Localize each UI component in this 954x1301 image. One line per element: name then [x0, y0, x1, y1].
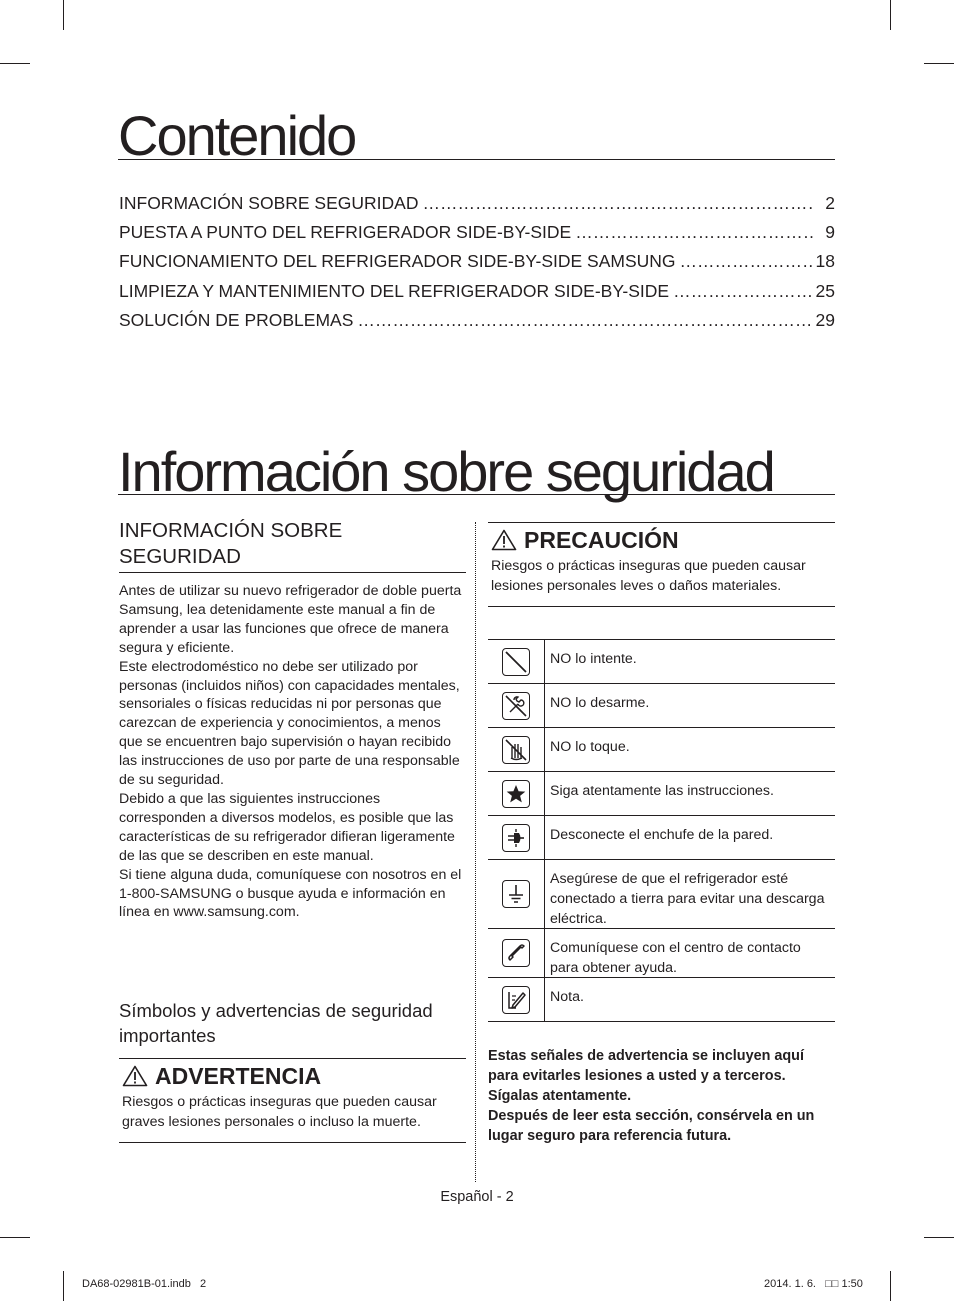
closing-note-line: Estas señales de advertencia se incluyen aquí para evitarles lesiones a usted y a terceros. Sígalas atentamente. [488, 1048, 804, 1104]
toc-entry-page: 2 [825, 193, 835, 213]
symbols-heading: Símbolos y advertencias de seguridad importantes [119, 1000, 433, 1046]
toc-entry-page: 25 [815, 280, 835, 301]
crop-mark [924, 1237, 954, 1238]
star-icon [502, 780, 530, 808]
table-row [488, 684, 835, 728]
toc-entry[interactable] [119, 220, 835, 249]
toc-entry-page: 18 [815, 251, 835, 272]
symbol-description: NO lo toque. [550, 739, 630, 755]
no-touch-icon [502, 736, 530, 764]
warning-triangle-icon [491, 529, 517, 551]
warning-text: Riesgos o prácticas inseguras que pueden causar graves lesiones personales o incluso la muerte. [122, 1094, 437, 1130]
toc-entry-label: INFORMACIÓN SOBRE SEGURIDAD [119, 193, 419, 213]
ground-icon [502, 880, 530, 908]
symbol-description: Nota. [550, 989, 584, 1005]
unplug-icon [502, 824, 530, 852]
symbol-description: NO lo desarme. [550, 695, 650, 711]
print-date-slug: 2014. 1. 6. □□ 1:50 [764, 1278, 863, 1290]
table-row [488, 640, 835, 684]
toc-leader-dots [575, 220, 813, 244]
crop-mark [0, 1237, 30, 1238]
caution-text: Riesgos o prácticas inseguras que pueden causar lesiones personales leves o daños materiales. [491, 558, 806, 594]
table-row [488, 860, 835, 929]
crop-mark [890, 1271, 891, 1301]
symbol-description: Comuníquese con el centro de contacto para obtener ayuda. [550, 940, 801, 976]
symbol-description: Desconecte el enchufe de la pared. [550, 827, 774, 843]
toc-leader-dots [680, 249, 812, 273]
table-row [488, 772, 835, 816]
symbols-table [488, 639, 835, 1022]
symbol-description: Siga atentamente las instrucciones. [550, 783, 774, 799]
no-disassemble-icon [502, 692, 530, 720]
safety-intro [119, 582, 466, 922]
warning-box [119, 1058, 466, 1143]
table-of-contents [119, 191, 835, 337]
phone-icon [502, 939, 530, 967]
toc-entry-page: 9 [825, 222, 835, 243]
intro-paragraph: Este electrodoméstico no debe ser utilizado por personas (incluidos niños) con capacidades mentales, sensoriales o físicas reducidas ni por personas que carezcan de experiencia y conocimientos, a menos que se encuentren bajo supervisión o hayan recibido las instrucciones de uso por parte de una responsable de su seguridad. [119, 658, 460, 789]
crop-mark [0, 63, 30, 64]
toc-entry[interactable] [119, 308, 835, 337]
closing-note-line: Después de leer esta sección, consérvela en un lugar seguro para referencia futura. [488, 1108, 815, 1144]
crop-mark [924, 63, 954, 64]
contents-heading: Contenido [118, 106, 835, 160]
intro-paragraph: Antes de utilizar su nuevo refrigerador de doble puerta Samsung, lea detenidamente este manual a fin de aprender a usar las funciones que ofrece de manera segura y eficiente. [119, 583, 462, 656]
toc-leader-dots [673, 279, 811, 303]
table-row [488, 929, 835, 978]
toc-entry-page: 29 [815, 309, 835, 330]
note-icon [502, 986, 530, 1014]
table-row [488, 728, 835, 772]
toc-entry[interactable] [119, 249, 835, 278]
toc-entry[interactable] [119, 279, 835, 308]
safety-section-title: INFORMACIÓN SOBRE SEGURIDAD [119, 518, 466, 573]
crop-mark [63, 0, 64, 30]
intro-paragraph: Debido a que las siguientes instrucciones corresponden a diversos modelos, es posible que las características de su refrigerador difieran ligeramente de las que se describen en este manual. [119, 790, 455, 864]
symbol-description: Asegúrese de que el refrigerador esté conectado a tierra para evitar una descarga eléctrica. [550, 871, 825, 927]
crop-mark [890, 0, 891, 30]
safety-heading: Información sobre seguridad [118, 442, 835, 495]
toc-entry-label: SOLUCIÓN DE PROBLEMAS [119, 309, 354, 330]
warning-title: ADVERTENCIA [155, 1063, 322, 1089]
closing-note [488, 1046, 838, 1146]
intro-paragraph: Si tiene alguna duda, comuníquese con nosotros en el 1-800-SAMSUNG o busque ayuda e información en línea en www.samsung.com. [119, 866, 462, 921]
column-divider [475, 522, 476, 1182]
toc-entry-label: FUNCIONAMIENTO DEL REFRIGERADOR SIDE-BY-SIDE SAMSUNG [119, 251, 676, 272]
warning-triangle-icon [122, 1065, 148, 1087]
caution-title: PRECAUCIÓN [524, 527, 679, 553]
page-number: Español - 2 [440, 1189, 514, 1205]
print-file-slug: DA68-02981B-01.indb 2 [82, 1278, 207, 1290]
toc-entry-label: LIMPIEZA Y MANTENIMIENTO DEL REFRIGERADOR SIDE-BY-SIDE [119, 280, 670, 301]
symbol-description: NO lo intente. [550, 651, 637, 667]
safety-intro-column [119, 518, 466, 922]
crop-mark [63, 1271, 64, 1301]
prohibited-icon [502, 648, 530, 676]
toc-leader-dots [357, 308, 811, 332]
table-row [488, 978, 835, 1022]
caution-box [488, 522, 835, 607]
toc-leader-dots [422, 191, 813, 215]
table-row [488, 816, 835, 860]
toc-entry[interactable] [119, 191, 835, 220]
toc-entry-label: PUESTA A PUNTO DEL REFRIGERADOR SIDE-BY-SIDE [119, 222, 572, 243]
